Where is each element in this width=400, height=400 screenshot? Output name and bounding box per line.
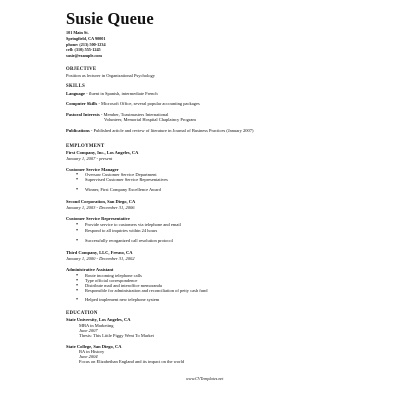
job-bullet: • Oversaw Customer Service Department	[76, 172, 157, 178]
job-bullet: • Responsible for administration and reconciliation of petty cash fund	[76, 288, 208, 294]
school-degree: MBA in Marketing	[79, 323, 114, 328]
candidate-name: Susie Queue	[66, 9, 154, 28]
job-title: Customer Service Representative	[66, 216, 130, 221]
skill-pastoral-label: Pastoral Interests	[66, 112, 100, 117]
job-dates: January 1, 2000 - December 31, 2002	[66, 256, 135, 261]
skill-language-text: - fluent in Spanish, intermediate French	[85, 91, 158, 96]
job-title: Customer Service Manager	[66, 167, 119, 172]
school-name: State University, Los Angeles, CA	[66, 317, 131, 322]
job-bullet: • Type official correspondence	[76, 278, 138, 284]
email-line: susie@example.com	[66, 53, 102, 59]
school-name: State College, San Diego, CA	[66, 344, 122, 349]
job-title: Administrative Assistant	[66, 267, 114, 272]
bullet-icon: •	[76, 283, 79, 289]
school-thesis: Focus on Elizabethan England and its impact on the world	[79, 359, 185, 364]
employment-heading: EMPLOYMENT	[66, 144, 105, 149]
bullet-icon: •	[76, 187, 79, 193]
phone-line: phone: (213) 500-1234	[66, 41, 106, 47]
bullet-icon: •	[76, 238, 79, 244]
job-bullet: • Provide service to customers via telephone and email	[76, 222, 181, 228]
footer-link[interactable]: www.CVTemplates.net	[186, 376, 224, 381]
address-line: 101 Main St.	[66, 30, 89, 35]
contact-block	[66, 30, 106, 59]
job-company: Third Company, LLC, Fresno, CA	[66, 250, 133, 255]
city-line: Springfield, CA 90001	[66, 35, 106, 41]
job-bullet: • Successfully reorganized call resolution protocol	[76, 238, 173, 244]
school-degree: BA in History	[79, 349, 105, 354]
skill-publications	[66, 128, 253, 134]
school-thesis: Thesis: This Little Piggy Went To Market	[79, 333, 154, 338]
bullet-icon: •	[76, 278, 79, 284]
bullet-icon: •	[76, 222, 79, 228]
skill-computer-label: Computer Skills	[66, 101, 98, 106]
bullet-icon: •	[76, 288, 79, 294]
education-heading: EDUCATION	[66, 311, 98, 316]
skill-publications-label: Publications	[66, 128, 90, 133]
cell-line: cell: (310) 555-1245	[66, 47, 101, 53]
bullet-icon: •	[76, 177, 79, 183]
job-bullet: • Route incoming telephone calls	[76, 273, 142, 279]
job-bullet: • Supervised Customer Service Representatives	[76, 177, 168, 183]
skill-computer	[66, 101, 200, 107]
job-company: Second Corporation, San Diego, CA	[66, 199, 136, 204]
job-dates: January 1, 2007 - present	[66, 156, 113, 161]
objective-heading: OBJECTIVE	[66, 67, 97, 72]
skill-pastoral-text2: Volunteer, Memorial Hospital Chaplaincy Program	[104, 117, 196, 122]
skills-heading: SKILLS	[66, 84, 86, 89]
bullet-icon: •	[76, 297, 79, 303]
bullet-icon: •	[76, 172, 79, 178]
school-date: June 2004	[79, 354, 98, 359]
skill-language-label: Language	[66, 91, 86, 96]
skill-computer-text: - Microsoft Office, several popular accounting packages	[97, 101, 200, 106]
skill-publications-text: - Published article and review of literature in Journal of Business Practices (January 2007)	[89, 128, 254, 133]
job-bullet: • Helped implement new telephone system	[76, 297, 160, 303]
job-bullet: • Respond to all inquiries within 24 hours	[76, 228, 158, 234]
job-dates: January 1, 2003 - December 31, 2006	[66, 205, 135, 210]
bullet-icon: •	[76, 228, 79, 234]
skill-language	[66, 91, 158, 97]
skill-pastoral-text: - Member, Toastmasters International	[99, 112, 169, 117]
school-date: June 2007	[79, 328, 98, 333]
job-bullet: • Winner, First Company Excellence Award	[76, 187, 161, 193]
job-bullet: • Distribute mail and interoffice memoranda	[76, 283, 162, 289]
bullet-icon: •	[76, 273, 79, 279]
objective-text: Position as lecturer in Organizational Psychology	[66, 73, 156, 78]
job-company: First Company, Inc., Los Angeles, CA	[66, 150, 139, 155]
